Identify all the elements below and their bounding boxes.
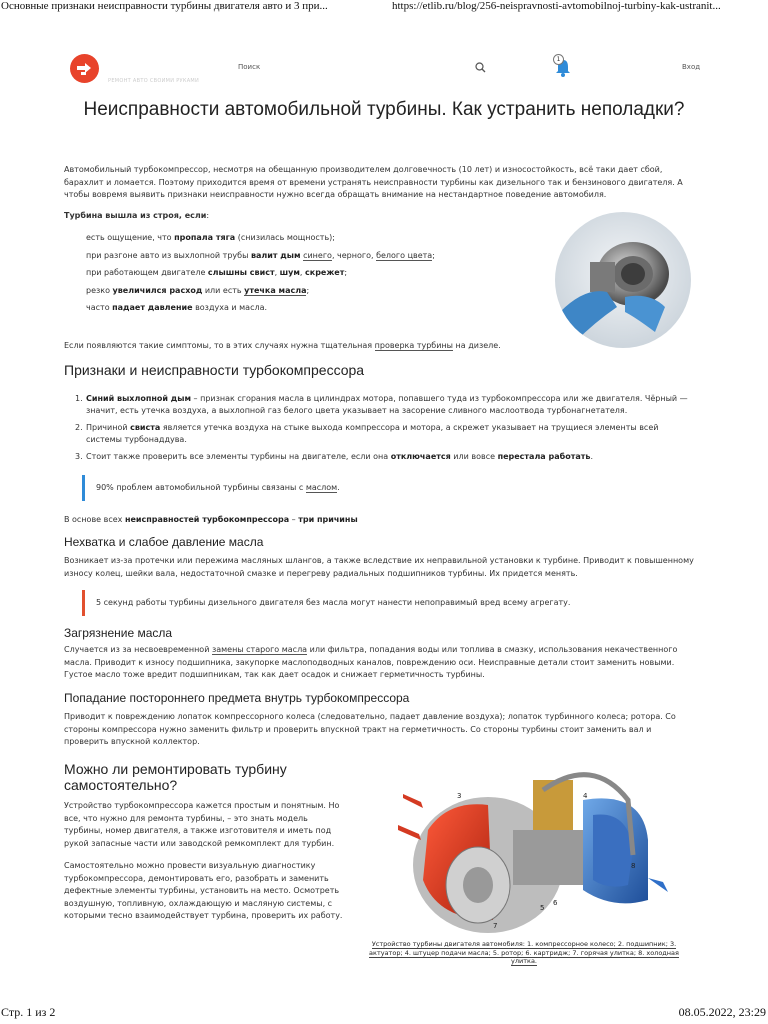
- diagram-label: 6: [553, 899, 558, 907]
- quote-oil: 90% проблем автомобильной турбины связаны с маслом.: [82, 475, 682, 501]
- foreign-object-paragraph: Приводит к повреждению лопаток компрессорного колеса (следовательно, падает давление воздуха); лопаток турбинного колеса; ротора. Со стороны компрессора нужно заменить фильтр и проверить впускной тракт на герметичность. Со стороны турбины стоит заменить вал и проверить впускной коллектор.: [64, 712, 676, 746]
- article-intro: Автомобильный турбокомпрессор, несмотря на обещанную производителем долговечность (10 лет) и износостойкость, всё таки дает сбой, барахлит и ломается. Поэтому приходится время от времени устранять неисправности турбины как дизельного так и бензинового двигателя. А чтобы вовремя выявить признаки неисправности нужно всегда обращать внимание на нестандартное поведение автомобиля.: [64, 165, 683, 199]
- section-heading-low-oil: Нехватка и слабое давление масла: [64, 535, 264, 549]
- print-datetime: 08.05.2022, 23:29: [678, 1005, 766, 1019]
- link-blue-smoke[interactable]: синего: [303, 250, 332, 260]
- diagram-caption-text: Устройство турбины двигателя автомобиля: 1. компрессорное колесо; 2. подшипник; 3. актуатор; 4. штуцер подачи масла; 5. ротор; 6. картридж; 7. горячая улитка; 8. холодная улитка.: [369, 940, 679, 965]
- list-item: при разгоне авто из выхлопной трубы валит дым синего, черного, белого цвета;: [86, 250, 435, 260]
- notification-badge: 1: [553, 54, 564, 65]
- section-heading-diy-repair: Можно ли ремонтировать турбину самостоятельно?: [64, 761, 287, 793]
- low-oil-paragraph: Возникает из-за протечки или пережима масляных шлангов, а также вследствие их неправильной установки к турбине. Приводит к повышенному износу колец, шейки вала, недостаточной смазке и перегреву радиальных подшипников турбины. Их придется менять.: [64, 556, 694, 578]
- broken-heading-text: Турбина вышла из строя, если: [64, 211, 207, 220]
- logo-icon[interactable]: [70, 54, 99, 83]
- list-item: 2. Причиной свиста является утечка воздуха на стыке выхода компрессора и мотора, а скрежет указывает на трущиеся элементы всей системы турбонаддува.: [75, 423, 659, 444]
- list-item: резко увеличился расход или есть утечка масла;: [86, 285, 310, 295]
- link-oil[interactable]: маслом: [305, 483, 338, 492]
- search-input[interactable]: Поиск: [238, 63, 261, 71]
- print-header: [0, 0, 768, 16]
- turbo-photo: [555, 212, 691, 348]
- site-tagline: РЕМОНТ АВТО СВОИМИ РУКАМИ: [108, 78, 200, 84]
- site-header: [0, 50, 768, 90]
- link-white-smoke[interactable]: белого цвета: [376, 250, 433, 260]
- link-oil-leak[interactable]: утечка масла: [244, 285, 307, 295]
- turbo-diagram: [393, 760, 693, 940]
- list-item: часто падает давление воздуха и масла.: [86, 303, 268, 312]
- three-causes-paragraph: В основе всех неисправностей турбокомпрессора – три причины: [64, 515, 358, 524]
- quote-five-seconds: 5 секунд работы турбины дизельного двигателя без масла могут нанести непоправимый вред всему агрегату.: [82, 590, 682, 616]
- diy-repair-paragraph-2: Самостоятельно можно провести визуальную диагностику турбокомпрессора, демонтировать его, разобрать и заменить дефектные элементы турбины, установить на место. Осмотреть воздушную, топливную, охлаждающую и масляную системы, с которыми тесно взаимодействует турбина, проверить их работу.: [64, 861, 343, 920]
- print-page-title: Основные признаки неисправности турбины двигателя авто и 3 при...: [1, 0, 328, 12]
- link-turbine-check[interactable]: проверка турбины: [374, 341, 453, 350]
- section-heading-signs: Признаки и неисправности турбокомпрессора: [64, 362, 365, 378]
- list-item: есть ощущение, что пропала тяга (снизилась мощность);: [86, 233, 335, 242]
- causes-list: [75, 393, 692, 469]
- diagram-caption: [368, 940, 680, 966]
- broken-heading-colon: :: [206, 211, 210, 220]
- link-oil-change[interactable]: замены старого масла: [211, 645, 308, 654]
- diagram-label: 5: [540, 904, 545, 912]
- diy-repair-paragraph-1: Устройство турбокомпрессора кажется простым и понятным. Но все, что нужно для ремонта турбины, – это знать модель турбины, номер двигателя, а также изготовителя и иметь под рукой запасные части или заводской ремкомплект для турбин.: [64, 801, 340, 848]
- list-item: 1. Синий выхлопной дым – признак сгорания масла в цилиндрах мотора, попавшего туда из турбокомпрессора или же двигателя. Чёрный — значит, есть утечка воздуха, а выхлопной газ белого цвета указывает на засорение сливного маслоотвода турбонагнетателя.: [75, 394, 688, 415]
- diagram-label: 4: [583, 792, 588, 800]
- diagram-label: 3: [457, 792, 462, 800]
- section-heading-foreign-object: Попадание постороннего предмета внутрь турбокомпрессора: [64, 691, 410, 705]
- list-item: при работающем двигателе слышны свист, шум, скрежет;: [86, 268, 348, 277]
- diagram-label: 8: [631, 862, 636, 870]
- search-icon[interactable]: [475, 62, 486, 73]
- section-heading-dirty-oil: Загрязнение масла: [64, 626, 173, 640]
- signs-paragraph: Если появляются такие симптомы, то в этих случаях нужна тщательная проверка турбины на дизеле.: [64, 341, 501, 350]
- print-footer: [0, 1005, 768, 1021]
- symptoms-list: [86, 233, 546, 321]
- login-link[interactable]: Вход: [682, 63, 701, 71]
- dirty-oil-paragraph: Случается из за несвоевременной замены старого масла или фильтра, попадания воды или топлива в смазку, использования некачественного масла. Приводит к износу подшипника, закупорке маслоподводных каналов, повреждению оси. Неисправные детали стоит заменить новыми. Густое масло тоже вредит подшипникам, так как дает осадок и снижает герметичность турбины.: [64, 645, 678, 679]
- list-item: 3. Стоит также проверить все элементы турбины на двигателе, если она отключается или вовсе перестала работать.: [75, 452, 593, 461]
- diagram-label: 7: [493, 922, 498, 930]
- print-page-number: Стр. 1 из 2: [1, 1005, 56, 1019]
- article-title: Неисправности автомобильной турбины. Как устранить неполадки?: [83, 99, 685, 120]
- print-page-url: https://etlib.ru/blog/256-neispravnosti-avtomobilnoj-turbiny-kak-ustranit...: [392, 0, 721, 12]
